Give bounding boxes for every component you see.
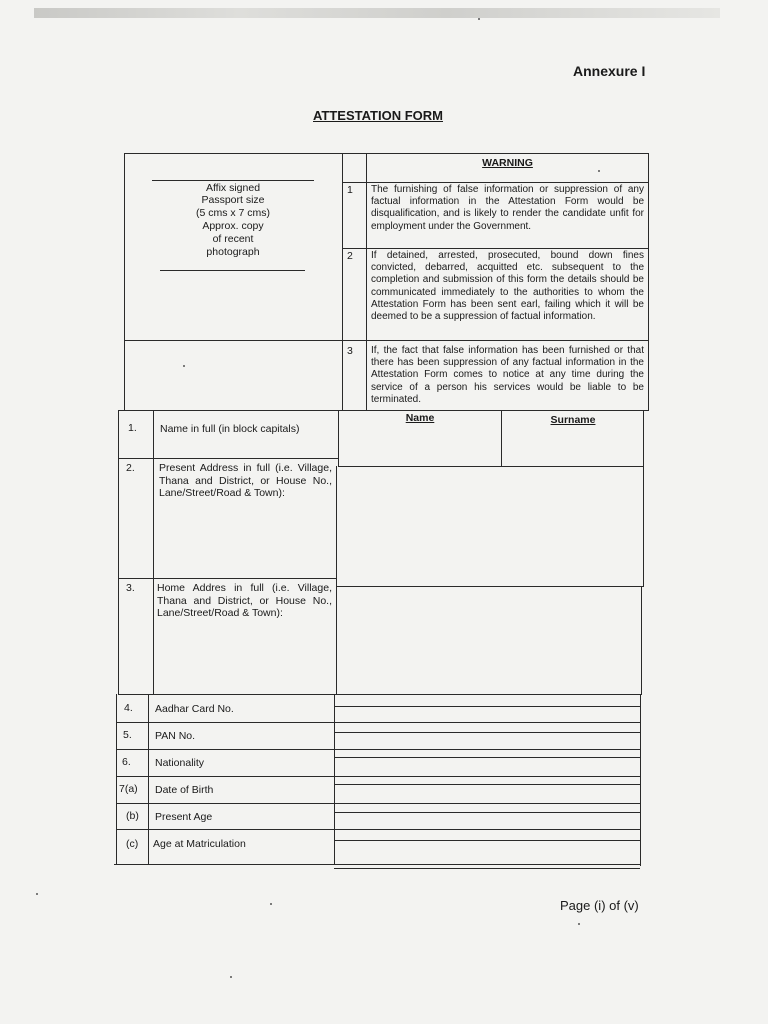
photo-line: Approx. copy [202,220,264,232]
photo-line: photograph [206,246,260,258]
field-label-aadhar: Aadhar Card No. [155,703,234,715]
warning-heading: WARNING [482,157,533,169]
page-number: Page (i) of (v) [560,898,639,913]
warning-item-text: If, the fact that false information has been furnished or that there has been suppression of any factual information in the Attestation Form comes to notice at any time during the service of a person his services would be liable to be terminated. [371,345,644,405]
field-label-name: Name in full (in block capitals) [160,423,300,435]
field-number: (c) [126,838,139,850]
field-number: (b) [126,810,139,822]
warning-item-text: If detained, arrested, prosecuted, bound down fines convicted, debarred, acquitted etc. subsequent to the completion and submission of this form the details should be communicated immediately to the authorities to whom the Attestation Form has been sent earl, failing which it will be deemed to be a suppression of factual information. [371,250,644,323]
field-number: 7(a) [119,783,138,795]
photo-line: (5 cms x 7 cms) [195,207,271,219]
photo-line: of recent [212,233,254,245]
field-label-age-at-matriculation: Age at Matriculation [153,838,246,850]
field-number: 1. [128,422,137,434]
annexure-label: Annexure I [573,63,646,79]
field-label-home-address: Home Addres in full (i.e. Village, Thana and District, or House No., Lane/Street/Road & Town): [157,582,332,619]
field-label-pan: PAN No. [155,730,196,742]
field-label-date-of-birth: Date of Birth [155,784,214,796]
name-column-header: Name [405,412,435,424]
form-title: ATTESTATION FORM [313,108,443,123]
warning-item-number: 3 [347,345,353,357]
field-label-nationality: Nationality [155,757,205,769]
field-number: 3. [126,582,135,594]
photo-line: Affix signed [205,182,261,194]
field-number: 5. [123,729,132,741]
field-number: 2. [126,462,135,474]
field-number: 4. [124,702,133,714]
warning-item-number: 2 [347,250,353,262]
surname-column-header: Surname [550,414,596,426]
warning-item-number: 1 [347,184,353,196]
warning-item-text: The furnishing of false information or suppression of any factual information in the Attestation Form would be disqualification, and is likely to render the candidate unfit for employment under the Government. [371,184,644,232]
field-number: 6. [122,756,131,768]
field-label-present-age: Present Age [155,811,213,823]
photo-line: Passport size [201,194,265,206]
field-label-present-address: Present Address in full (i.e. Village, Thana and District, or House No., Lane/Street/Road & Town): [159,462,332,499]
